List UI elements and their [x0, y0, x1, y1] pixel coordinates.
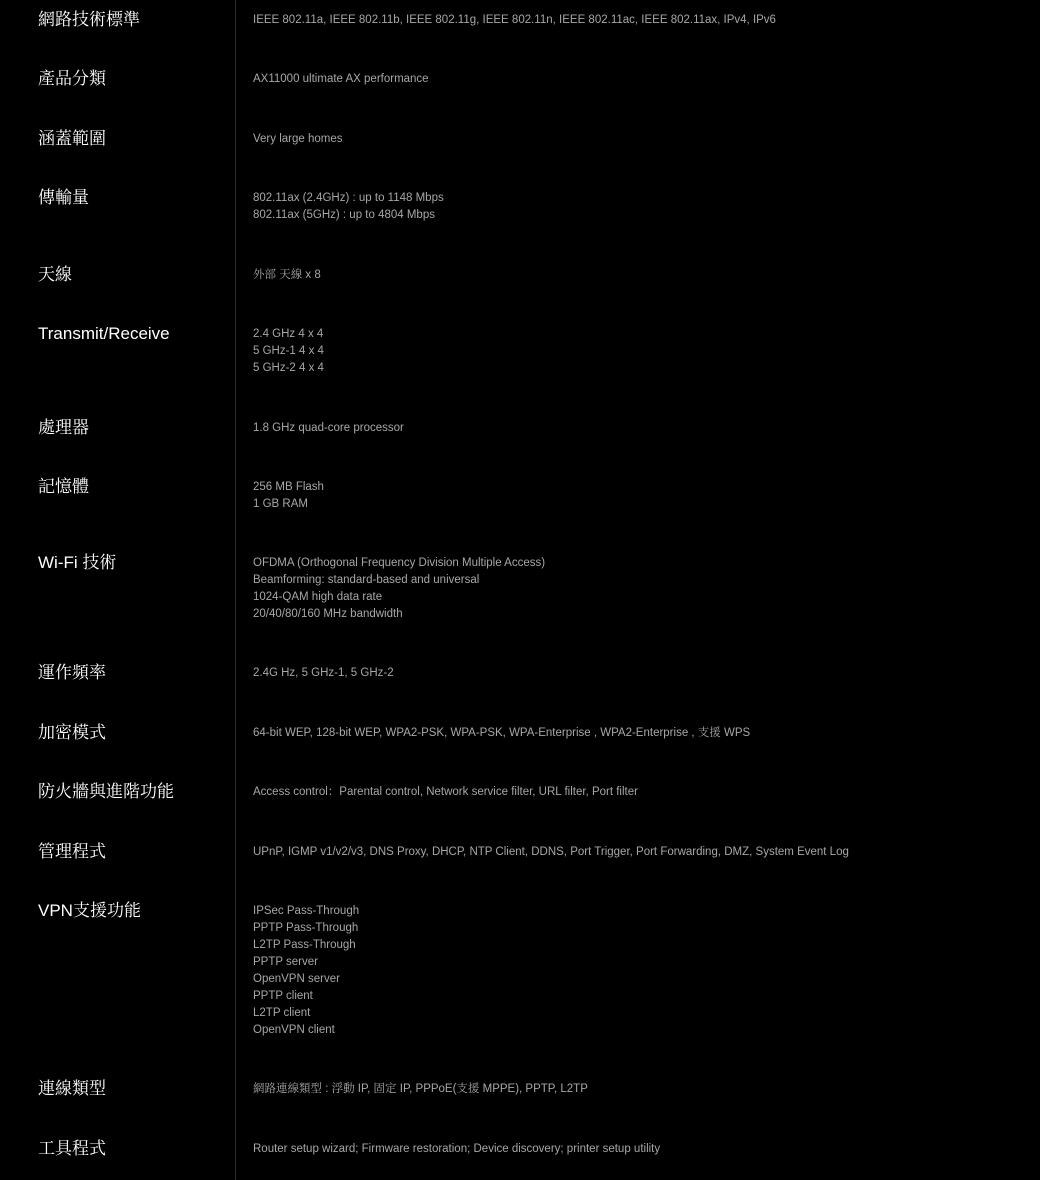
spec-value-line: PPTP server: [253, 956, 318, 968]
spec-label: 天線: [38, 265, 72, 284]
spec-value-line: 802.11ax (5GHz) : up to 4804 Mbps: [253, 209, 435, 221]
spec-value-line: 1.8 GHz quad-core processor: [253, 422, 404, 434]
spec-value-line: 5 GHz-2 4 x 4: [253, 362, 324, 374]
spec-value-line: 20/40/80/160 MHz bandwidth: [253, 608, 403, 620]
spec-label: 運作頻率: [38, 663, 106, 682]
spec-value-line: 1 GB RAM: [253, 498, 308, 510]
spec-value-line: L2TP client: [253, 1007, 311, 1019]
spec-value-line: IEEE 802.11a, IEEE 802.11b, IEEE 802.11g, IEEE 802.11n, IEEE 802.11ac, IEEE 802.11ax, IPv4, IPv6: [253, 14, 776, 26]
spec-value-line: Access control：Parental control, Network service filter, URL filter, Port filter: [253, 786, 638, 798]
spec-label: 處理器: [38, 418, 89, 437]
spec-label: 產品分類: [38, 69, 106, 88]
spec-value: [253, 844, 1023, 861]
spec-value: [253, 1141, 1023, 1158]
spec-value-line: 2.4G Hz, 5 GHz-1, 5 GHz-2: [253, 667, 394, 679]
spec-value-line: 2.4 GHz 4 x 4: [253, 328, 324, 340]
spec-value: [253, 1081, 1023, 1098]
spec-value-line: PPTP client: [253, 990, 313, 1002]
spec-value-line: 256 MB Flash: [253, 481, 324, 493]
spec-value: [253, 420, 1023, 437]
spec-label: 傳輸量: [38, 188, 89, 207]
spec-label: 連線類型: [38, 1079, 106, 1098]
spec-label: 記憶體: [38, 477, 89, 496]
spec-value-line: UPnP, IGMP v1/v2/v3, DNS Proxy, DHCP, NTP Client, DDNS, Port Trigger, Port Forwarding, DMZ, System Event Log: [253, 846, 849, 858]
spec-value: [253, 784, 1023, 801]
spec-label: 防火牆與進階功能: [38, 782, 174, 801]
spec-label: 網路技術標準: [38, 10, 140, 29]
spec-value-line: Beamforming: standard-based and universal: [253, 574, 480, 586]
spec-value: [253, 267, 1023, 284]
spec-value-line: IPSec Pass-Through: [253, 905, 360, 917]
spec-label: Transmit/Receive: [38, 324, 170, 343]
spec-value-line: PPTP Pass-Through: [253, 922, 359, 934]
spec-label: 管理程式: [38, 842, 106, 861]
spec-label: 涵蓋範圍: [38, 129, 106, 148]
spec-value-line: OpenVPN server: [253, 973, 340, 985]
spec-value-line: 外部 天線 x 8: [253, 269, 321, 281]
spec-value-line: OFDMA (Orthogonal Frequency Division Multiple Access): [253, 557, 546, 569]
spec-value-line: 網路連線類型 : 浮動 IP, 固定 IP, PPPoE(支援 MPPE), PPTP, L2TP: [253, 1083, 588, 1095]
spec-value: [253, 903, 1023, 1039]
spec-value: [253, 190, 1023, 224]
spec-value: [253, 555, 1023, 623]
spec-value-line: L2TP Pass-Through: [253, 939, 356, 951]
spec-value-line: 64-bit WEP, 128-bit WEP, WPA2-PSK, WPA-PSK, WPA-Enterprise , WPA2-Enterprise , 支援 WPS: [253, 727, 751, 739]
spec-label: Wi-Fi 技術: [38, 553, 117, 572]
spec-value-line: OpenVPN client: [253, 1024, 335, 1036]
column-divider: [235, 0, 236, 1180]
spec-value: [253, 479, 1023, 513]
spec-value-line: 5 GHz-1 4 x 4: [253, 345, 324, 357]
spec-label: VPN支援功能: [38, 901, 141, 920]
spec-value: [253, 725, 1023, 742]
spec-value-line: Very large homes: [253, 133, 343, 145]
spec-value: [253, 12, 1023, 29]
spec-value-line: 1024-QAM high data rate: [253, 591, 383, 603]
spec-value: [253, 326, 1023, 377]
spec-value: [253, 665, 1023, 682]
spec-value-line: AX11000 ultimate AX performance: [253, 73, 429, 85]
spec-value: [253, 131, 1023, 148]
spec-value: [253, 71, 1023, 88]
spec-label: 工具程式: [38, 1139, 106, 1158]
spec-value-line: Router setup wizard; Firmware restoration; Device discovery; printer setup utility: [253, 1143, 661, 1155]
spec-label: 加密模式: [38, 723, 106, 742]
spec-value-line: 802.11ax (2.4GHz) : up to 1148 Mbps: [253, 192, 444, 204]
